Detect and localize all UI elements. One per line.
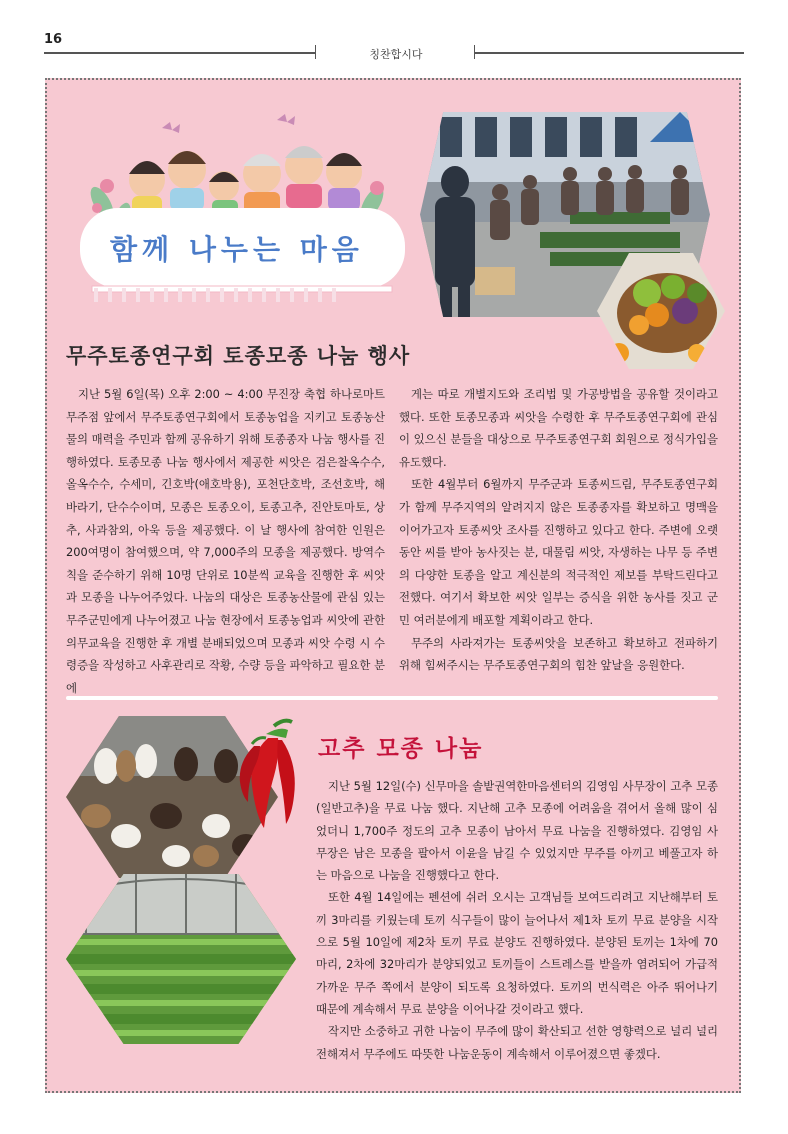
- article1-title: 무주토종연구회 토종모종 나눔 행사: [66, 344, 411, 368]
- paragraph: 무주의 사라져가는 토종씨앗을 보존하고 확보하고 전파하기 위해 힘써주시는 무주토종연구회의 힘찬 앞날을 응원한다.: [399, 635, 718, 673]
- sharing-banner-illustration: [72, 108, 412, 308]
- paragraph: 지난 5월 6일(목) 오후 2:00 ~ 4:00 무진장 축협 하나로마트 무주점 앞에서 무주토종연구회에서 토종농업을 지키고 토종농산물의 매력을 주민과 함께 공유하기 위해 토종종자 나눔 행사를 진행하였다. 토종모종 나눔 행사에서 제공한 씨앗은 검은찰옥수수, 올옥수수, 수세미, 긴호박(애호박용), 포천단호박, 조선호박, 해바라기, 단수수이며, 모종은 토종오이, 토종고추, 진안토마토, 상추, 사과참외, 아욱 등을 제공했다. 이 날 행사에 참여한 인원은 200여명이 참여했으며, 약 7,000주의 모종을 제공했다. 방역수칙을 준수하기 위해 10명 단위로 10분씩 교육을 진행한 후 씨앗과 모종을 나누어주었다. 나눔의 대상은 토종농산물에 관심 있는 무주군민에게 나누어졌고 나눔 현장에서 토종농업과 씨앗에 관한 의무교육을 진행한 후 개별 분배되었으며 모종과 씨앗 수령 시 수령증을 작성하고 사후관리로 작황, 수량 등을 파악하고 필요한 분에: [66, 387, 385, 695]
- header-rule-left: [44, 52, 315, 54]
- header-tick-left: [315, 45, 316, 59]
- article2-title: 고추 모종 나눔: [318, 736, 484, 762]
- chili-pepper-icon: [234, 716, 306, 834]
- paragraph: 또한 4월부터 6월까지 무주군과 토종씨드림, 무주토종연구회가 함께 무주지역의 알려지지 않은 토종종자를 확보하고 명맥을 이어가고자 토종씨앗 조사를 진행하고 있다고 한다. 주변에 오랫동안 씨를 받아 농사짓는 분, 대물림 씨앗, 자생하는 나무 등 주변의 다양한 토종을 알고 계신분의 적극적인 제보를 부탁드린다고 전했다. 여기서 확보한 씨앗 일부는 증식을 위한 농사를 짓고 군민 여러분에게 배포할 계획이라고 한다.: [399, 477, 718, 627]
- article1-column-right: [399, 383, 718, 677]
- paragraph: 작지만 소중하고 귀한 나눔이 무주에 많이 확산되고 선한 영향력으로 널리 널리 전해져서 무주에도 따뜻한 나눔운동이 계속해서 이루어졌으면 좋겠다.: [316, 1024, 718, 1061]
- section-divider: [66, 696, 718, 700]
- paragraph: 게는 따로 개별지도와 조리법 및 가공방법을 공유할 것이라고 했다. 또한 토종모종과 씨앗을 수령한 후 무주토종연구회에 관심이 있으신 분들을 대상으로 무주토종연구회 회원으로 정식가입을 유도했다.: [399, 387, 718, 469]
- section-title: 칭찬합시다: [369, 48, 423, 61]
- article1-column-left: [66, 383, 385, 699]
- paragraph: 또한 4월 14일에는 펜션에 쉬러 오시는 고객님들 보여드리려고 지난해부터 토끼 3마리를 키웠는데 토끼 식구들이 많이 늘어나서 제1차 토끼 무료 분양을 시작으로 5월 10일에 제2차 토끼 무료 분양도 진행하였다. 분양된 토끼는 1차에 70마리, 2차에 32마리가 분양되었고 토끼들이 스트레스를 받을까 염려되어 가급적 가까운 무주 쪽에서 분양이 되도록 요청하였다. 토끼의 번식력은 아주 뛰어나기 때문에 계속해서 무료 분양을 이어나갈 것이라고 했다.: [316, 890, 718, 1016]
- header-rule-right: [474, 52, 744, 54]
- paragraph: 지난 5월 12일(수) 신무마을 솔밭권역한마음센터의 김영임 사무장이 고추 모종(일반고추)을 무료 나눔 했다. 지난해 고추 모종에 어려움을 겪어서 올해 많이 심었더니 1,700주 정도의 고추 모종이 남아서 무료 나눔을 진행하였다. 김영임 사무장은 남은 모종을 팔아서 이윤을 남길 수 있었지만 무주를 아끼고 베풀고자 하는 마음으로 나눔을 진행했다고 한다.: [316, 779, 718, 883]
- page-number: 16: [44, 32, 63, 47]
- article2-body: [316, 775, 718, 1065]
- banner-text: 함께 나누는 마음: [110, 233, 364, 266]
